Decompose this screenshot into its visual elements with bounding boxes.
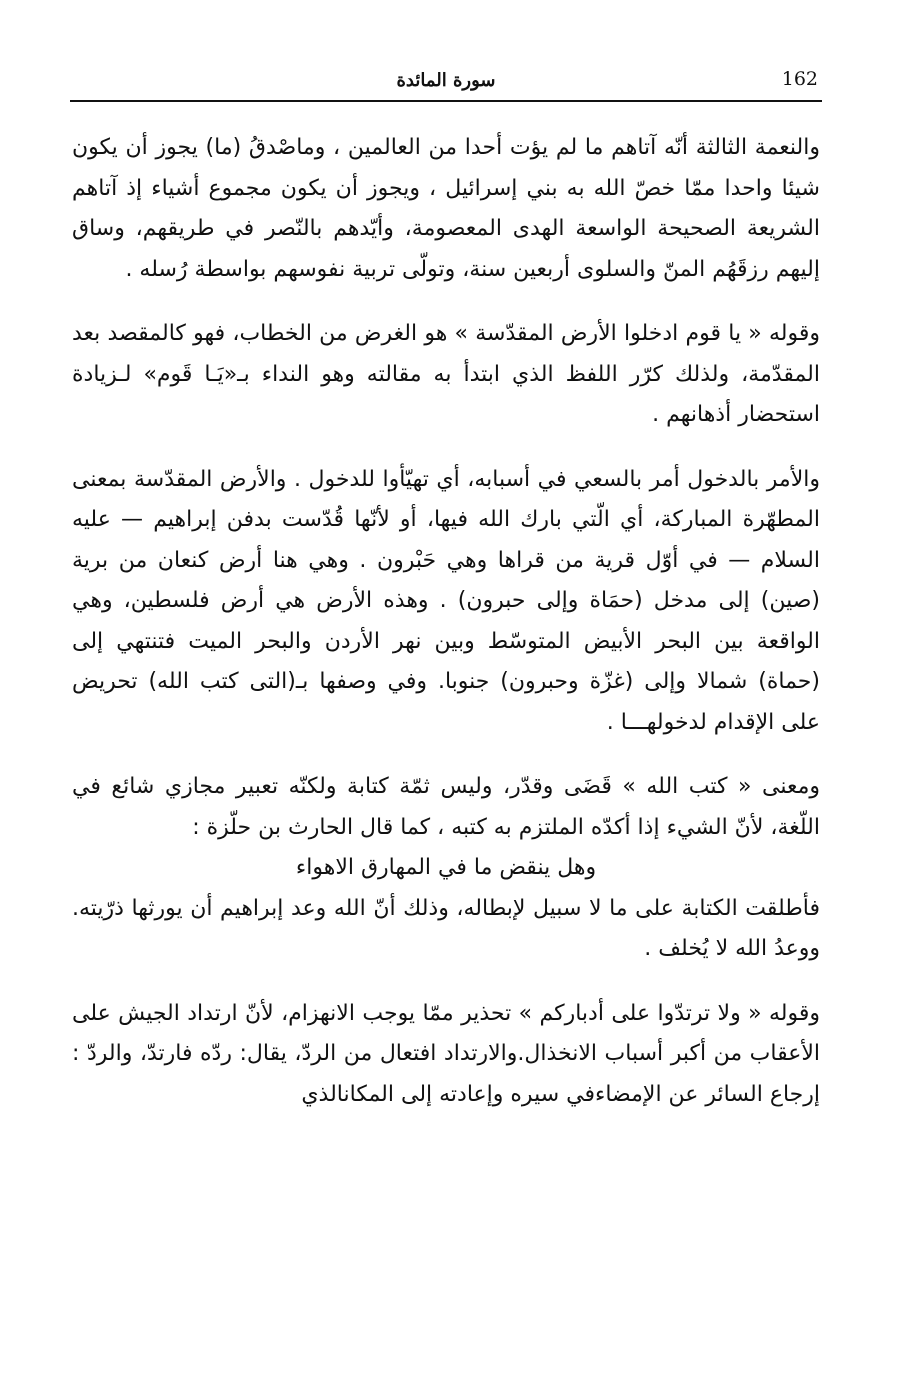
paragraph-gap	[72, 743, 820, 767]
running-title: سورة المائدة	[396, 70, 496, 91]
page-number: 162	[781, 68, 818, 90]
poetry-verse: وهل ينقض ما في المهارق الاهواء	[295, 855, 597, 880]
paragraph-gap	[72, 290, 820, 314]
paragraph-holy-land-meaning: والأمر بالدخول أمر بالسعي في أسبابه، أي تهيّأوا للدخول . والأرض المقدّسة بمعنى المطهّرة المباركة، أي الّتي بارك الله فيها، أو لأنّها قُدّست بدفن إبراهيم — عليه السلام — في أوّل قرية من قراها وهي حَبْرون . وهي هنا أرض كنعان من برية (صين) إلى مدخل (حمَاة وإلى حبرون) . وهذه الأرض هي أرض فلسطين، وهي الواقعة بين البحر الأبيض المتوسّط وبين نهر الأردن والبحر الميت فتنتهي إلى (حماة) شمالا وإلى (غزّة وحبرون) جنوبا. وفي وصفها بـ(التى كتب الله) تحريض على الإقدام لدخولهـــا .	[72, 466, 820, 735]
paragraph-enter-holy-land: وقوله « يا قوم ادخلوا الأرض المقدّسة » هو الغرض من الخطاب، فهو كالمقصد بعد المقدّمة، ولذلك كرّر اللفظ الذي ابتدأ به مقالته وهو النداء بـ«يَـا قَوم» لـزيادة استحضار أذهانهم .	[72, 321, 820, 427]
paragraph-gap	[72, 436, 820, 460]
paragraph-kataba-meaning: ومعنى « كتب الله » قَضَى وقدّر، وليس ثمّة كتابة ولكنّه تعبير مجازي شائع في اللّغة، لأنّ الشيء إذا أكدّه الملتزم به كتبه ، كما قال الحارث بن حلّزة :	[72, 774, 820, 840]
paragraph-promise: فأطلقت الكتابة على ما لا سبيل لإبطاله، وذلك أنّ الله وعد إبراهيم أن يورثها ذرّيته. ووعدُ الله لا يُخلف .	[72, 895, 820, 961]
paragraph-gap	[72, 970, 820, 994]
paragraph-do-not-turn-back: وقوله « ولا ترتدّوا على أدباركم » تحذير ممّا يوجب الانهزام، لأنّ ارتداد الجيش على الأعقاب من أكبر أسباب الانخذال.والارتداد افتعال من الردّ، يقال: ردّه فارتدّ، والردّ : إرجاع السائر عن الإمضاءفي سيره وإعادته إلى المكانالذي	[72, 1000, 820, 1107]
paragraph-third-blessing: والنعمة الثالثة أنّه آتاهم ما لم يؤت أحدا من العالمين ، وماصْدقُ (ما) يجوز أن يكون شيئا واحدا ممّا خصّ الله به بني إسرائيل ، ويجوز أن يكون مجموع أشياء إذ آتاهم الشريعة الصحيحة الواسعة الهدى المعصومة، وأيّدهم بالنّصر في طريقهم، وساق إليهم رزقَهُم المنّ والسلوى أربعين سنة، وتولّى تربية نفوسهم بواسطة رُسله .	[72, 135, 820, 282]
page-body	[72, 128, 820, 1115]
page-header	[72, 62, 820, 102]
header-rule	[70, 100, 822, 102]
